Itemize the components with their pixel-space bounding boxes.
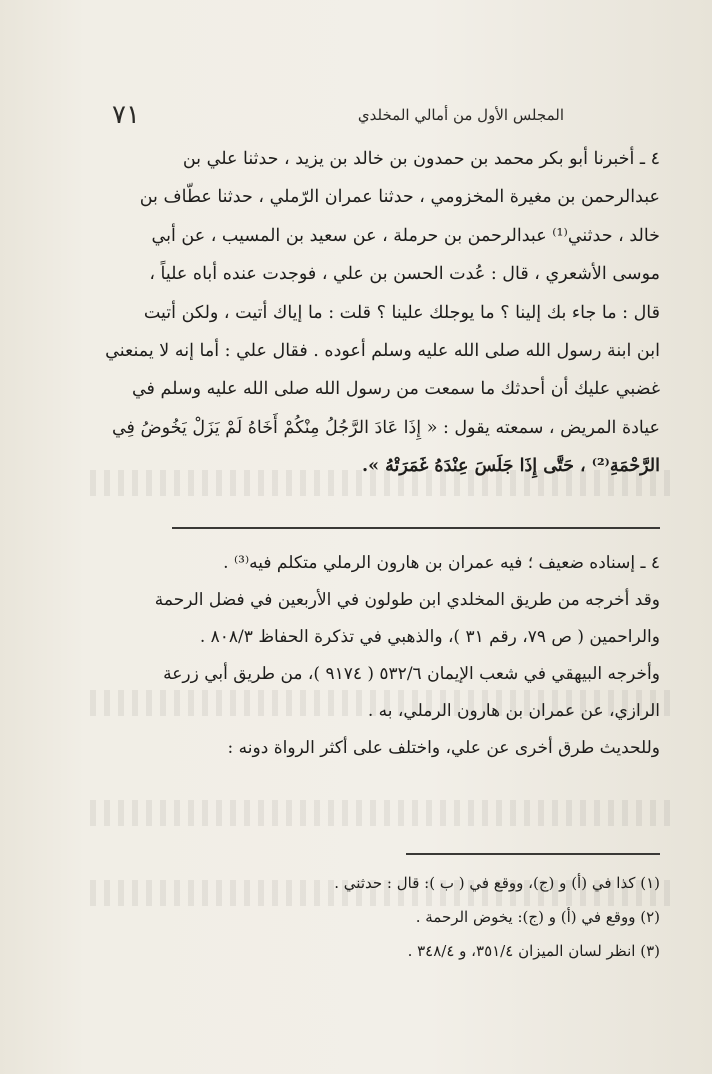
show-through-texture bbox=[90, 800, 670, 826]
note-line: وأخرجه البيهقي في شعب الإيمان ٥٣٢/٦ ( ٩١٧٤ )، من طريق أبي زرعة bbox=[163, 664, 660, 684]
footnote-item: (٣) انظر لسان الميزان ٣٥١/٤، و ٣٤٨/٤ . bbox=[407, 942, 660, 960]
footnote-item: (١) كذا في (أ) و (ج)، ووقع في ( ب ): قال : حدثني . bbox=[334, 874, 660, 892]
body-line: غضبي عليك أن أحدثك ما سمعت من رسول الله صلى الله عليه وسلم في bbox=[131, 379, 660, 400]
footnote-divider bbox=[406, 853, 660, 855]
note-line: الرازي، عن عمران بن هارون الرملي، به . bbox=[367, 701, 660, 721]
footnote-item: (٢) ووقع في (أ) و (ج): يخوض الرحمة . bbox=[415, 908, 660, 926]
note-line: وقد أخرجه من طريق المخلدي ابن طولون في الأربعين في فضل الرحمة bbox=[154, 590, 660, 610]
section-divider bbox=[172, 527, 660, 529]
commentary-notes bbox=[100, 545, 660, 767]
body-line: الرَّحْمَةِ⁽²⁾ ، حَتَّى إِذَا جَلَسَ عِنْدَهُ غَمَرَتْهُ ». bbox=[362, 456, 660, 477]
body-line: عبدالرحمن بن مغيرة المخزومي ، حدثنا عمران الرّملي ، حدثنا عطّاف بن bbox=[139, 187, 660, 208]
body-line: ٤ ـ أخبرنا أبو بكر محمد بن حمدون بن خالد بن يزيد ، حدثنا علي بن bbox=[182, 149, 660, 169]
body-line: خالد ، حدثني⁽¹⁾ عبدالرحمن بن حرملة ، عن سعيد بن المسيب ، عن أبي bbox=[151, 225, 660, 246]
running-title: المجلس الأول من أمالي المخلدي bbox=[357, 106, 564, 124]
note-line: ٤ ـ إسناده ضعيف ؛ فيه عمران بن هارون الرملي متكلم فيه⁽³⁾ . bbox=[223, 553, 660, 573]
note-line: وللحديث طرق أخرى عن علي، واختلف على أكثر الرواة دونه : bbox=[227, 738, 660, 758]
footnotes bbox=[100, 866, 660, 968]
body-line: قال : ما جاء بك إلينا ؟ ما يوجلك علينا ؟ قلت : ما إياك أتيت ، ولكن أتيت bbox=[143, 302, 660, 323]
page-number: ٧١ bbox=[112, 100, 140, 130]
body-line: ابن ابنة رسول الله صلى الله عليه وسلم أعوده . فقال علي : أما إنه لا يمنعني bbox=[105, 340, 660, 361]
note-line: والراحمين ( ص ٧٩، رقم ٣١ )، والذهبي في تذكرة الحفاظ ٨٠٨/٣ . bbox=[199, 627, 660, 647]
body-line: عيادة المريض ، سمعته يقول : « إِذَا عَادَ الرَّجُلُ مِنْكُمْ أَخَاهُ لَمْ يَزَلْ يَخُوضُ فِي bbox=[111, 417, 660, 438]
body-line: موسى الأشعري ، قال : عُدت الحسن بن علي ، فوجدت عنده أباه علياً ، bbox=[149, 264, 660, 285]
hadith-body bbox=[100, 140, 660, 486]
